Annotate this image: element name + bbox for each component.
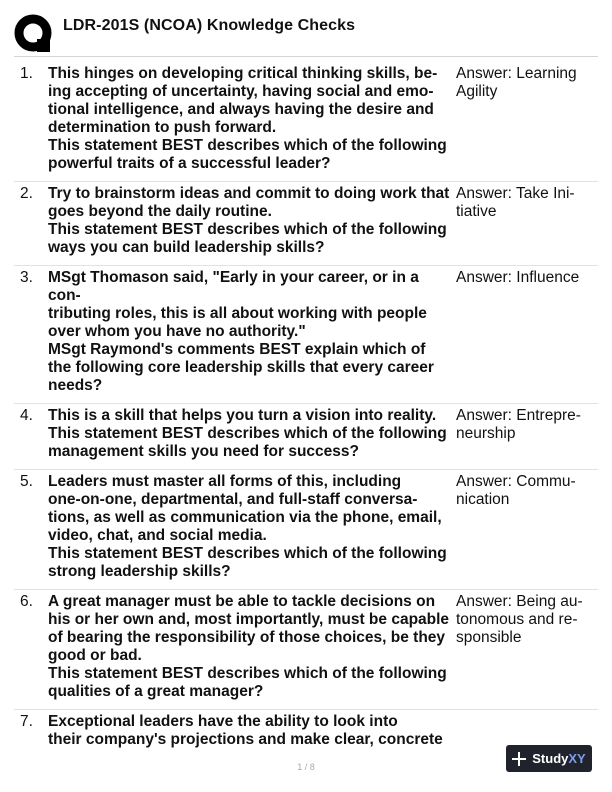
question-line: Try to brainstorm ideas and commit to doing work that xyxy=(48,185,450,202)
question-line: This statement BEST describes which of the following xyxy=(48,137,447,154)
question-line: the following core leadership skills that every career xyxy=(48,359,434,376)
question-number: 4. xyxy=(20,407,33,424)
question-line: over whom you have no authority." xyxy=(48,323,306,340)
answer-text xyxy=(456,593,596,647)
question-text xyxy=(48,185,450,257)
question-number: 5. xyxy=(20,473,33,490)
document-title: LDR-201S (NCOA) Knowledge Checks xyxy=(63,17,356,34)
question-line: strong leadership skills? xyxy=(48,563,231,580)
answer-line: tiative xyxy=(456,203,497,220)
question-line: video, chat, and social media. xyxy=(48,527,267,544)
question-line: This statement BEST describes which of the following xyxy=(48,545,447,562)
question-line: tions, as well as communication via the phone, email, xyxy=(48,509,442,526)
question-line: qualities of a great manager? xyxy=(48,683,264,700)
question-number: 2. xyxy=(20,185,33,202)
question-line: management skills you need for success? xyxy=(48,443,359,460)
question-line: one-on-one, departmental, and full-staff conversa- xyxy=(48,491,418,508)
question-line: tional intelligence, and always having the desire and xyxy=(48,101,434,118)
question-line: This statement BEST describes which of the following xyxy=(48,221,447,238)
question-item xyxy=(14,62,598,182)
answer-line: Answer: Take Ini- xyxy=(456,185,575,202)
question-line: his or her own and, most importantly, must be capable xyxy=(48,611,450,628)
question-text xyxy=(48,65,450,173)
question-item xyxy=(14,404,598,470)
answer-line: Answer: Entrepre- xyxy=(456,407,581,424)
question-line: MSgt Thomason said, "Early in your career, or in a con- xyxy=(48,269,419,304)
question-line: needs? xyxy=(48,377,103,394)
answer-line: tonomous and re- xyxy=(456,611,578,628)
question-line: MSgt Raymond's comments BEST explain which of xyxy=(48,341,426,358)
question-line: determination to push forward. xyxy=(48,119,277,136)
brand-name: StudyXY xyxy=(532,751,586,766)
question-number: 1. xyxy=(20,65,33,82)
question-line: ways you can build leadership skills? xyxy=(48,239,325,256)
question-number: 6. xyxy=(20,593,33,610)
question-line: This hinges on developing critical thinking skills, be- xyxy=(48,65,438,82)
answer-line: Answer: Influence xyxy=(456,269,580,286)
page-indicator: 1 / 8 xyxy=(297,762,315,772)
question-line: This statement BEST describes which of the following xyxy=(48,425,447,442)
question-line: of bearing the responsibility of those choices, be they xyxy=(48,629,446,646)
q-logo-icon xyxy=(14,14,54,54)
question-line: their company's projections and make clear, concrete xyxy=(48,731,443,748)
question-text xyxy=(48,269,450,395)
answer-line: sponsible xyxy=(456,629,522,646)
answer-line: Answer: Being au- xyxy=(456,593,583,610)
question-line: ing accepting of uncertainty, having social and emo- xyxy=(48,83,434,100)
answer-text xyxy=(456,407,596,443)
studyxy-badge[interactable] xyxy=(506,745,592,772)
question-line: powerful traits of a successful leader? xyxy=(48,155,331,172)
question-line: A great manager must be able to tackle decisions on xyxy=(48,593,436,610)
plus-icon xyxy=(512,752,526,766)
question-text xyxy=(48,593,450,701)
answer-line: nication xyxy=(456,491,510,508)
answer-text xyxy=(456,269,596,287)
answer-text xyxy=(456,473,596,509)
question-number: 3. xyxy=(20,269,33,286)
answer-line: Answer: Learning xyxy=(456,65,577,82)
question-line: This is a skill that helps you turn a vision into reality. xyxy=(48,407,437,424)
question-list xyxy=(0,62,612,757)
question-line: good or bad. xyxy=(48,647,142,664)
question-text xyxy=(48,473,450,581)
question-item xyxy=(14,590,598,710)
question-number: 7. xyxy=(20,713,33,730)
question-line: Leaders must master all forms of this, including xyxy=(48,473,402,490)
question-line: goes beyond the daily routine. xyxy=(48,203,272,220)
question-text xyxy=(48,713,450,749)
answer-line: Agility xyxy=(456,83,498,100)
question-line: Exceptional leaders have the ability to look into xyxy=(48,713,398,730)
question-line: tributing roles, this is all about working with people xyxy=(48,305,427,322)
answer-text xyxy=(456,185,596,221)
question-text xyxy=(48,407,450,461)
answer-line: neurship xyxy=(456,425,516,442)
header-divider xyxy=(14,56,598,57)
question-line: This statement BEST describes which of the following xyxy=(48,665,447,682)
question-item xyxy=(14,470,598,590)
question-item xyxy=(14,182,598,266)
answer-text xyxy=(456,65,596,101)
question-item xyxy=(14,266,598,404)
answer-line: Answer: Commu- xyxy=(456,473,576,490)
